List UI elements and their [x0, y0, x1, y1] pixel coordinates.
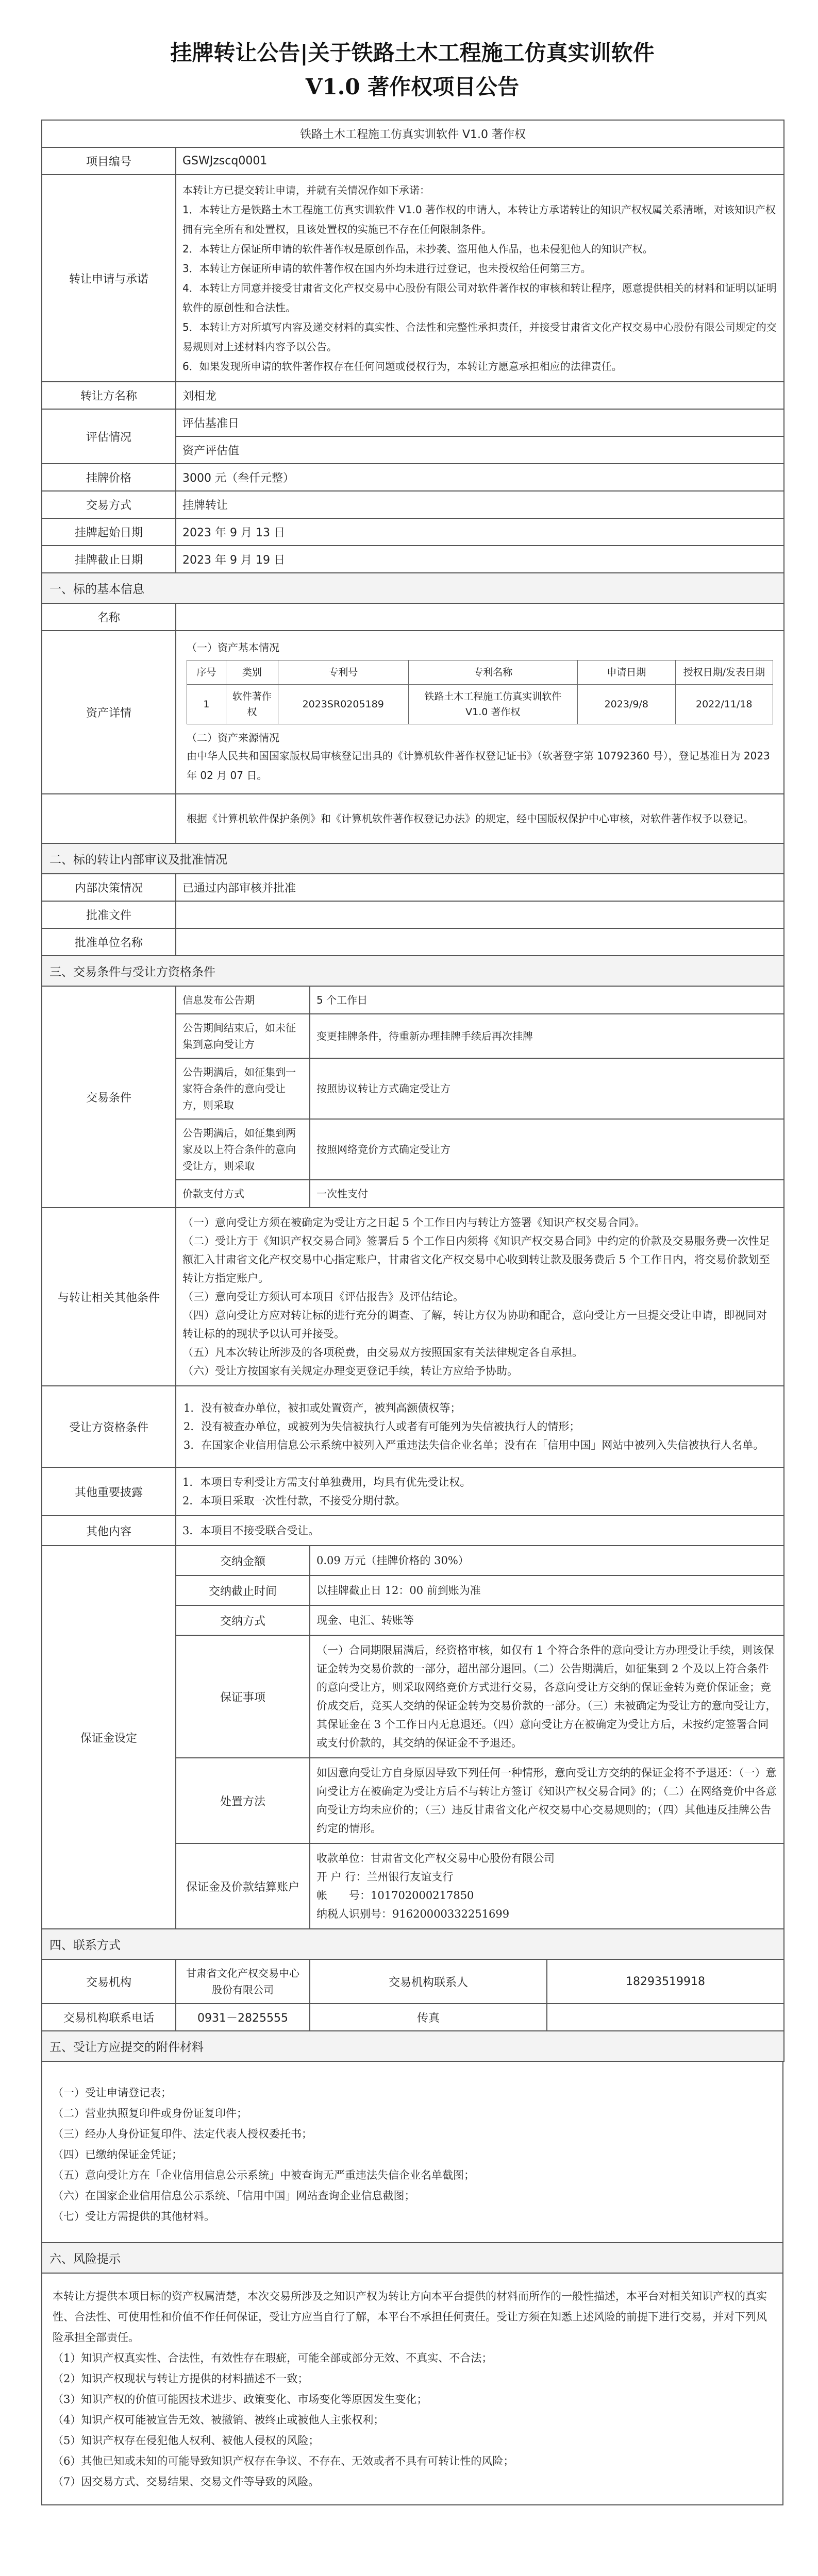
- fax-value: [547, 2004, 784, 2031]
- trans-label: 与转让相关其他条件: [42, 1208, 176, 1386]
- section-5-header: 五、受让方应提交的附件材料: [42, 2031, 784, 2061]
- dep-handle: 如因意向受让方自身原因导致下列任何一种情形，意向受让方交纳的保证金将不予退还：（一）意向受让方在被确定为受让方后不与转让方签订《知识产权交易合同》的；（二）在网络竞价中各意向受让方均未应价的；（三）违反甘肃省文化产权交易中心交易规则的；（四）其他违反挂牌公告约定的情形。: [310, 1758, 784, 1843]
- commit-row: [42, 175, 784, 382]
- name-value: [176, 603, 784, 631]
- legal-text: 根据《计算机软件保护条例》和《计算机软件著作权登记办法》的规定，经中国版权保护中心审核，对软件著作权予以登记。: [176, 794, 784, 843]
- approval-doc-label: 批准文件: [42, 901, 176, 928]
- transferor: 刘相龙: [176, 382, 784, 409]
- risk-body: [42, 2274, 782, 2504]
- risk-item: （3）知识产权的价值可能因技术进步、政策变化、市场变化等原因发生变化；: [53, 2393, 428, 2405]
- start-row: [42, 518, 784, 546]
- asset-cell: 软件著作权: [226, 685, 278, 724]
- approval-unit-label: 批准单位名称: [42, 928, 176, 956]
- fax-label: 传真: [310, 2004, 547, 2031]
- internal-row: [42, 874, 784, 901]
- method-label: 交易方式: [42, 491, 176, 518]
- quali-text: 1．没有被查办单位，被扣或处置资产，被判高额债权等； 2．没有被查办单位，或被列为失信被执行人或者有可能列为失信被执行人的情形； 3．在国家企业信用信息公示系统中被列入严重违法失信企业名单；没有在「信用中国」网站中被列入失信被执行人名单。: [176, 1386, 784, 1467]
- value-amount: 资产评估值: [176, 436, 784, 464]
- internal-label: 内部决策情况: [42, 874, 176, 901]
- commit-text: 本转让方已提交转让申请，并就有关情况作如下承诺： 1．本转让方是铁路土木工程施工仿真实训软件 V1.0 著作权的申请人，本转让方承诺转让的知识产权权属关系清晰，对该知识产权拥有完全所有和处置权，且该处置权的实施已不存在任何限制条件。 2．本转让方保证所申请的软件著作权是原创作品，未抄袭、盗用他人作品，也未侵犯他人的知识产权。 3．本转让方保证所申请的软件著作权在国内外均未进行过登记，也未授权给任何第三方。 4．本转让方同意并接受甘肃省文化产权交易中心股份有限公司对软件著作权的审核和转让程序，愿意提供相关的材料和证明以证明软件的原创性和合法性。 5．本转让方对所填写内容及递交材料的真实性、合法性和完整性承担责任，并接受甘肃省文化产权交易中心股份有限公司规定的交易规则对上述材料内容予以公告。 6．如果发现所申请的软件著作权存在任何问题或侵权行为，本转让方愿意承担相应的法律责任。: [176, 175, 784, 382]
- risk-item: （6）其他已知或未知的可能导致知识产权存在争议、不存在、无效或者不具有可转让性的风险；: [53, 2455, 514, 2467]
- dep-rule: （一）合同期限届满后，经资格审核，如仅有 1 个符合条件的意向受让方办理受让手续，则该保证金转为交易价款的一部分，超出部分退回。（二）公告期满后，如征集到 2 个及以上符合条件的意向受让方，则采取网络竞价方式进行交易，各意向受让方交纳的保证金转为竞价保证金；竞价成交后，竞买人交纳的保证金转为交易价款的一部分。（三）未被确定为受让方的意向受让方，其保证金在 3 个工作日内无息退还。（四）意向受让方在被确定为受让方后，未按约定签署合同或支付价款的，其交纳的保证金不予退还。: [310, 1635, 784, 1758]
- contact-label: 交易机构联系人: [310, 1959, 547, 2004]
- dep-account: 收款单位：甘肃省文化产权交易中心股份有限公司 开 户 行：兰州银行友谊支行 帐 号：101702000217850 纳税人识别号：91620000332251699: [310, 1843, 784, 1929]
- start: 2023 年 9 月 13 日: [176, 518, 784, 546]
- org-value: 甘肃省文化产权交易中心股份有限公司: [176, 1959, 310, 2004]
- attachment-item: （五）意向受让方在「企业信用信息公示系统」中被查询无严重违法失信企业名单截图；: [53, 2169, 475, 2181]
- org-label: 交易机构: [42, 1959, 176, 2004]
- contact-row-2: [42, 2004, 784, 2031]
- asset-table: [187, 660, 773, 724]
- trans-row: [42, 1208, 784, 1386]
- dep-way-label: 交纳方式: [176, 1605, 310, 1635]
- title-line-2: V1.0 著作权项目公告: [305, 74, 520, 99]
- asset-header: 专利号: [278, 660, 408, 685]
- approval-unit-value: [176, 928, 784, 956]
- transferor-row: [42, 382, 784, 409]
- project-name-row: [42, 120, 784, 147]
- quali-label: 受让方资格条件: [42, 1386, 176, 1467]
- risk-item: （1）知识产权真实性、合法性，有效性存在瑕疵，可能全部或部分无效、不真实、不合法；: [53, 2352, 493, 2364]
- cond-a2: 按照协议转让方式确定受让方: [310, 1058, 784, 1119]
- section-1-header: 一、标的基本信息: [42, 573, 784, 603]
- title-line-1: 挂牌转让公告|关于铁路土木工程施工仿真实训软件: [170, 40, 655, 65]
- value-label: 评估情况: [42, 409, 176, 464]
- deposit-label: 保证金设定: [42, 1546, 176, 1929]
- info-period: 5 个工作日: [310, 986, 784, 1014]
- attachment-item: （七）受让方需提供的其他材料。: [53, 2210, 215, 2223]
- trans-text: （一）意向受让方须在被确定为受让方之日起 5 个工作日内与转让方签署《知识产权交易合同》。 （二）受让方于《知识产权交易合同》签署后 5 个工作日内须将《知识产权交易合同》中约定的价款及交易服务费一次性足额汇入甘肃省文化产权交易中心指定账户，甘肃省文化产权交易中心收到转让款及服务费后 5 个工作日内，将交易价款划至转让方指定账户。 （三）意向受让方须认可本项目《评估报告》及评估结论。 （四）意向受让方应对转让标的进行充分的调查、了解，转让方仅为协助和配合，意向受让方一旦提交受让申请，即视同对转让标的的现状予以认可并接受。 （五）凡本次转让所涉及的各项税费，由交易双方按照国家有关法律规定各自承担。 （六）受让方按国家有关规定办理变更登记手续，转让方应给予协助。: [176, 1208, 784, 1386]
- commit-label: 转让申请与承诺: [42, 175, 176, 382]
- transferor-label: 转让方名称: [42, 382, 176, 409]
- dep-deadline-label: 交纳截止时间: [176, 1575, 310, 1605]
- end: 2023 年 9 月 19 日: [176, 546, 784, 573]
- risk-item: （5）知识产权存在侵犯他人权利、被他人侵权的风险；: [53, 2434, 320, 2447]
- phone-value: 0931－2825555: [176, 2004, 310, 2031]
- section-6-header: 六、风险提示: [42, 2243, 782, 2274]
- section-3-header: 三、交易条件与受让方资格条件: [42, 956, 784, 986]
- legal-empty: [42, 794, 176, 843]
- other-label: 其他重要披露: [42, 1467, 176, 1516]
- attachment-item: （四）已缴纳保证金凭证；: [53, 2148, 182, 2161]
- other-row: [42, 1467, 784, 1516]
- asset-header: 序号: [187, 660, 226, 685]
- approval-unit-row: [42, 928, 784, 956]
- start-label: 挂牌起始日期: [42, 518, 176, 546]
- name-row: [42, 603, 784, 631]
- info-period-label: 信息发布公告期: [176, 986, 310, 1014]
- approval-doc-value: [176, 901, 784, 928]
- pay-value: 一次性支付: [310, 1180, 784, 1208]
- attachment-item: （三）经办人身份证复印件、法定代表人授权委托书；: [53, 2128, 312, 2140]
- contact-row-1: [42, 1959, 784, 2004]
- cond-q3: 公告期满后，如征集到两家及以上符合条件的意向受让方，则采取: [176, 1119, 310, 1180]
- pay-label: 价款支付方式: [176, 1180, 310, 1208]
- page-title: [41, 36, 783, 104]
- other-text: 1．本项目专利受让方需支付单独费用，均具有优先受让权。 2．本项目采取一次性付款，不接受分期付款。: [176, 1467, 784, 1516]
- asset-cell: 2023/9/8: [578, 685, 676, 724]
- quali-row: [42, 1386, 784, 1467]
- project-name: 铁路土木工程施工仿真实训软件 V1.0 著作权: [42, 120, 784, 147]
- cond-a3: 按照网络竞价方式确定受让方: [310, 1119, 784, 1180]
- end-row: [42, 546, 784, 573]
- dep-account-label: 保证金及价款结算账户: [176, 1843, 310, 1929]
- cond-q2: 公告期满后，如征集到一家符合条件的意向受让方，则采取: [176, 1058, 310, 1119]
- dep-amount: 0.09 万元（挂牌价格的 30%）: [310, 1546, 784, 1575]
- phone-label: 交易机构联系电话: [42, 2004, 176, 2031]
- ent-row: [42, 1516, 784, 1546]
- value-row-1: [42, 409, 784, 436]
- section-2-header: 二、标的转让内部审议及批准情况: [42, 843, 784, 874]
- price: 3000 元（叁仟元整）: [176, 464, 784, 491]
- method-row: [42, 491, 784, 518]
- price-row: [42, 464, 784, 491]
- asset-cell: 2022/11/18: [675, 685, 773, 724]
- asset-row: [42, 631, 784, 794]
- value-base-date: 评估基准日: [176, 409, 784, 436]
- asset-sub2: （二）资产来源情况: [187, 732, 279, 744]
- risk-item: （2）知识产权现状与转让方提供的材料描述不一致；: [53, 2372, 309, 2385]
- internal-value: 已通过内部审核并批准: [176, 874, 784, 901]
- project-no-row: [42, 147, 784, 175]
- risk-item: （7）因交易方式、交易结果、交易文件等导致的风险。: [53, 2476, 320, 2488]
- asset-sub: （一）资产基本情况: [187, 641, 279, 654]
- project-no: GSWJzscq0001: [176, 147, 784, 175]
- project-no-label: 项目编号: [42, 147, 176, 175]
- price-label: 挂牌价格: [42, 464, 176, 491]
- approval-doc-row: [42, 901, 784, 928]
- asset-cell: 2023SR0205189: [278, 685, 408, 724]
- asset-cell: 铁路土木工程施工仿真实训软件 V1.0 著作权: [408, 685, 577, 724]
- risk-intro: 本转让方提供本项目标的资产权属清楚，本次交易所涉及之知识产权为转让方向本平台提供的材料而所作的一般性描述，本平台对相关知识产权的真实性、合法性、可使用性和价值不作任何保证，受让方应当自行了解，本平台不承担任何责任。受让方须在知悉上述风险的前提下进行交易，并对下列风险承担全部责任。: [53, 2290, 767, 2344]
- trade-row-1: [42, 986, 784, 1014]
- section-4-header: 四、联系方式: [42, 1929, 784, 1959]
- asset-detail: [176, 631, 784, 794]
- attachment-item: （一）受让申请登记表；: [53, 2087, 172, 2099]
- dep-way: 现金、电汇、转账等: [310, 1605, 784, 1635]
- asset-header: 授权日期/发表日期: [675, 660, 773, 685]
- attachment-item: （六）在国家企业信用信息公示系统、「信用中国」网站查询企业信息截图；: [53, 2190, 415, 2202]
- name-label: 名称: [42, 603, 176, 631]
- asset-header: 类别: [226, 660, 278, 685]
- asset-header: 专利名称: [408, 660, 577, 685]
- cond-q1: 公告期间结束后，如未征集到意向受让方: [176, 1014, 310, 1058]
- asset-header-row: [187, 660, 773, 685]
- contact-value: 18293519918: [547, 1959, 784, 2004]
- announcement-page: [41, 36, 783, 2505]
- asset-header: 申请日期: [578, 660, 676, 685]
- cond-a1: 变更挂牌条件，待重新办理挂牌手续后再次挂牌: [310, 1014, 784, 1058]
- main-table: [41, 120, 784, 2062]
- risk-item: （4）知识产权可能被宣告无效、被撤销、被终止或被他人主张权利；: [53, 2414, 385, 2426]
- ent-value: 3．本项目不接受联合受让。: [176, 1516, 784, 1546]
- trade-label: 交易条件: [42, 986, 176, 1208]
- dep-deadline: 以挂牌截止日 12：00 前到账为准: [310, 1575, 784, 1605]
- method: 挂牌转让: [176, 491, 784, 518]
- risk-section: [41, 2243, 783, 2505]
- legal-row: [42, 794, 784, 843]
- end-label: 挂牌截止日期: [42, 546, 176, 573]
- attachment-item: （二）营业执照复印件或身份证复印件；: [53, 2107, 247, 2120]
- asset-label: 资产详情: [42, 631, 176, 794]
- dep-amount-label: 交纳金额: [176, 1546, 310, 1575]
- attachment-list: [41, 2062, 783, 2243]
- asset-source: 由中华人民共和国国家版权局审核登记出具的《计算机软件著作权登记证书》（软著登字第 10792360 号），登记基准日为 2023 年 02 月 07 日。: [187, 750, 770, 782]
- ent-label: 其他内容: [42, 1516, 176, 1546]
- dep-rule-label: 保证事项: [176, 1635, 310, 1758]
- asset-data-row: [187, 685, 773, 724]
- asset-cell: 1: [187, 685, 226, 724]
- dep-handle-label: 处置方法: [176, 1758, 310, 1843]
- deposit-row-1: [42, 1546, 784, 1575]
